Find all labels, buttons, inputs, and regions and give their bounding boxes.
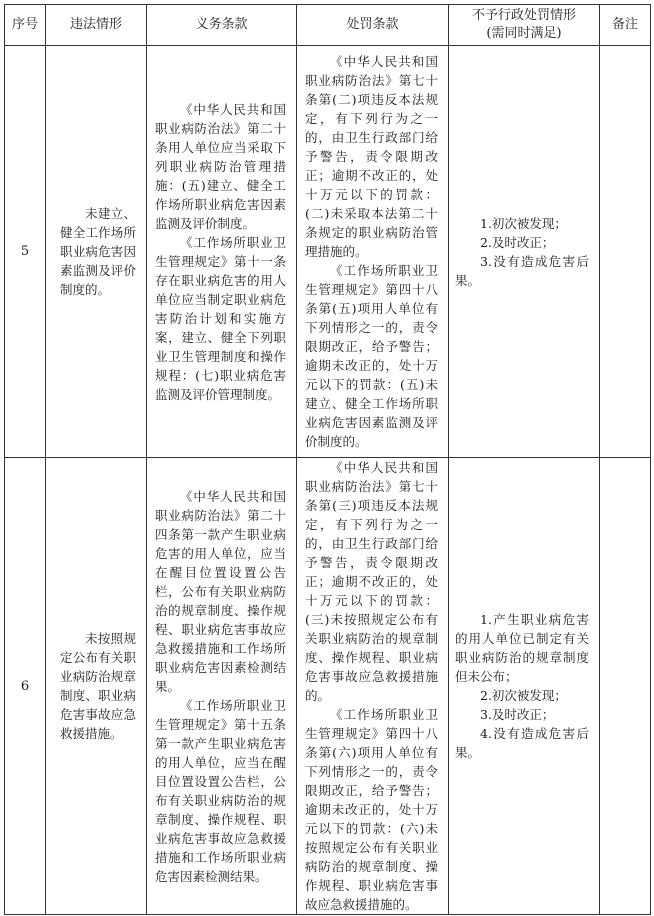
row-exempt-cell [449, 458, 600, 915]
exempt-condition: 4.没有造成危害后果。 [455, 726, 589, 760]
header-violation: 违法情形 [46, 5, 147, 46]
row-penalty-cell [297, 46, 449, 458]
header-remark: 备注 [600, 5, 651, 46]
table-header-row [5, 5, 651, 46]
header-exempt-line1: 不予行政处罚情形 [471, 8, 576, 23]
penalty-paragraph: 《工作场所职业卫生管理规定》第四十八条第(六)项用人单位有下列情形之一的，责令限期改正，给予警告；逾期未改正的，处十万元以下的罚款：(六)未按照规定公布有关职业病防治的规章制度、操作规程、职业病危害事故应急救援措施的。 [305, 707, 438, 912]
penalty-paragraph: 《中华人民共和国职业病防治法》第七十条第(二)项违反本法规定，有下列行为之一的，由卫生行政部门给予警告，责令限期改正；逾期不改正的，处十万元以下的罚款：(二)未采取本法第二十条规定的职业病防治管理措施的。 [305, 54, 438, 259]
exempt-condition: 3.及时改正； [480, 707, 555, 722]
row-seq: 5 [5, 46, 46, 458]
row-obligation-cell [147, 458, 297, 915]
header-obligation: 义务条款 [147, 5, 297, 46]
obligation-paragraph: 《工作场所职业卫生管理规定》第十五条第一款产生职业病危害的用人单位，应当在醒目位置设置公告栏，公布有关职业病防治的规章制度、操作规程、职业病危害事故应急救援措施和工作场所职业病危害因素检测结果。 [155, 697, 286, 884]
header-exempt-line2: (需同时满足) [486, 26, 562, 41]
table-row [5, 458, 651, 915]
exempt-condition: 1.初次被发现； [480, 215, 567, 231]
penalty-table [4, 4, 651, 915]
row-exempt-cell [449, 46, 600, 458]
obligation-paragraph: 《中华人民共和国职业病防治法》第二十条用人单位应当采取下列职业病防治管理措施：(五)建立、健全工作场所职业病危害因素监测及评价制度。 [155, 101, 286, 231]
row-remark [600, 46, 651, 458]
row-obligation-cell [147, 46, 297, 458]
row-violation: 未按照规定公布有关职业病防治规章制度、职业病危害事故应急救援措施。 [60, 631, 136, 741]
penalty-paragraph: 《工作场所职业卫生管理规定》第四十八条第(五)项用人单位有下列情形之一的，责令限期改正，给予警告；逾期未改正的，处十万元以下的罚款：(五)未建立、健全工作场所职业病危害因素监测及评价制度的。 [305, 263, 438, 449]
exempt-condition: 3.没有造成危害后果。 [455, 253, 589, 288]
exempt-condition: 2.及时改正； [480, 234, 555, 250]
obligation-paragraph: 《中华人民共和国职业病防治法》第二十四条第一款产生职业病危害的用人单位，应当在醒目位置设置公告栏，公布有关职业病防治的规章制度、操作规程、职业病危害事故应急救援措施和工作场所职业病危害因素检测结果。 [155, 488, 286, 694]
header-penalty: 处罚条款 [297, 5, 449, 46]
table-row [5, 46, 651, 458]
obligation-paragraph: 《工作场所职业卫生管理规定》第十一条存在职业病危害的用人单位应当制定职业病危害防治计划和实施方案，建立、健全下列职业卫生管理制度和操作规程：(七)职业病危害监测及评价管理制度。 [155, 234, 286, 402]
row-seq: 6 [5, 458, 46, 915]
row-remark [600, 458, 651, 915]
exempt-condition: 1.产生职业病危害的用人单位已制定有关职业病防治的规章制度但未公布； [455, 612, 589, 684]
row-violation-cell [46, 458, 147, 915]
header-exempt [449, 5, 600, 46]
penalty-paragraph: 《中华人民共和国职业病防治法》第七十条第(三)项违反本法规定，有下列行为之一的，由卫生行政部门给予警告，责令限期改正；逾期不改正的，处十万元以下的罚款：(三)未按照规定公布有关职业病防治的规章制度、操作规程、职业病危害事故应急救援措施的。 [305, 460, 438, 703]
row-violation-cell [46, 46, 147, 458]
header-seq: 序号 [5, 5, 46, 46]
row-violation: 未建立、健全工作场所职业病危害因素监测及评价制度的。 [60, 206, 136, 297]
row-penalty-cell [297, 458, 449, 915]
document-page [4, 4, 650, 915]
exempt-condition: 2.初次被发现； [480, 688, 567, 703]
